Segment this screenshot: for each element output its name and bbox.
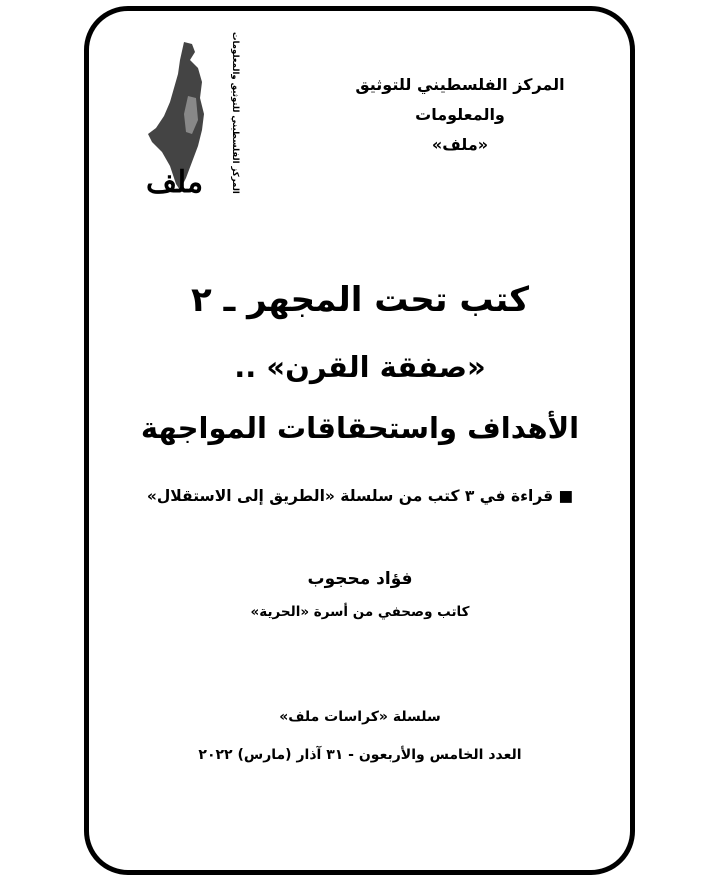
organization-acronym: «ملف» [431, 135, 489, 154]
logo-word: ملف [146, 165, 204, 200]
organization-header [310, 70, 610, 160]
issue-info: العدد الخامس والأربعون - ٣١ آذار (مارس) ٢٠٢٢ [198, 747, 522, 763]
title-line-1: كتب تحت المجهر ـ ٢ [191, 280, 529, 320]
series-name: سلسلة «كراسات ملف» [279, 709, 441, 725]
organization-name: المركز الفلسطيني للتوثيق والمعلومات [355, 75, 565, 124]
title-line-2: «صفقة القرن» .. [234, 350, 486, 384]
author-description: كاتب وصحفي من أسرة «الحرية» [250, 604, 470, 620]
subtitle: ■ قراءة في ٣ كتب من سلسلة «الطريق إلى الاستقلال» [146, 487, 574, 505]
logo-vertical-text: المركز الفلسطيني للتوثيق والمعلومات [230, 32, 240, 194]
title-line-3: الأهداف واستحقاقات المواجهة [140, 411, 580, 445]
author-name: فؤاد محجوب [307, 569, 413, 589]
